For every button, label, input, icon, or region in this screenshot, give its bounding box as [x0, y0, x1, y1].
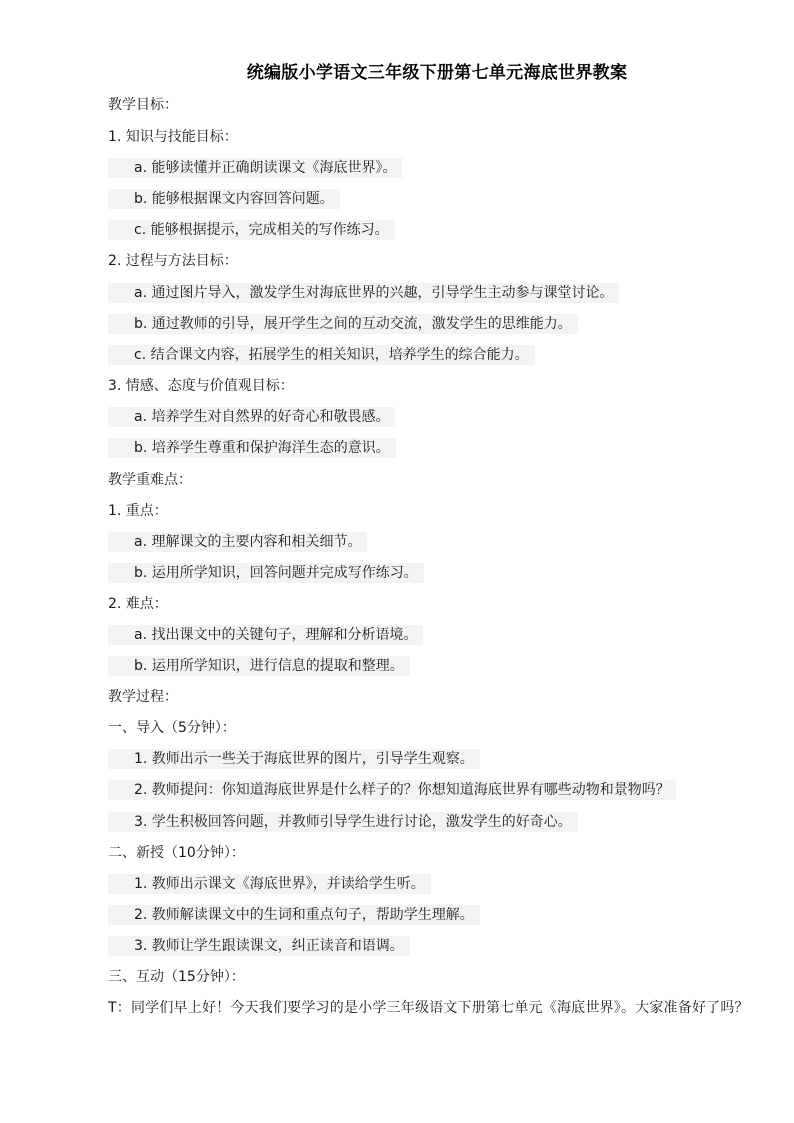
list-item: a. 培养学生对自然界的好奇心和敬畏感。	[108, 407, 395, 427]
list-item: c. 能够根据提示，完成相关的写作练习。	[108, 220, 395, 240]
difficulty-heading: 2. 难点：	[108, 596, 168, 612]
list-item: a. 通过图片导入，激发学生对海底世界的兴趣，引导学生主动参与课堂讨论。	[108, 283, 619, 303]
list-item: 2. 教师解读课文中的生词和重点句子，帮助学生理解。	[108, 905, 480, 925]
objective-heading-emotion: 3. 情感、态度与价值观目标：	[108, 378, 294, 394]
objective-heading-knowledge: 1. 知识与技能目标：	[108, 129, 238, 145]
list-item: b. 通过教师的引导，展开学生之间的互动交流，激发学生的思维能力。	[108, 314, 578, 334]
key-point-heading: 1. 重点：	[108, 503, 168, 519]
section-heading-process: 教学过程：	[108, 689, 178, 705]
list-item: 1. 教师出示一些关于海底世界的图片，引导学生观察。	[108, 749, 480, 769]
list-item: c. 结合课文内容，拓展学生的相关知识，培养学生的综合能力。	[108, 345, 535, 365]
list-item: 1. 教师出示课文《海底世界》，并读给学生听。	[108, 874, 431, 894]
list-item: b. 培养学生尊重和保护海洋生态的意识。	[108, 438, 396, 458]
list-item: a. 找出课文中的关键句子，理解和分析语境。	[108, 625, 423, 645]
step-heading-intro: 一、导入（5分钟）：	[108, 720, 236, 736]
dialogue-paragraph: T：同学们早上好！今天我们要学习的是小学三年级语文下册第七单元《海底世界》。大家准备好了吗？	[108, 1000, 749, 1016]
list-item: b. 能够根据课文内容回答问题。	[108, 189, 340, 209]
objective-heading-process: 2. 过程与方法目标：	[108, 253, 238, 269]
list-item: b. 运用所学知识，进行信息的提取和整理。	[108, 656, 410, 676]
list-item: 3. 教师让学生跟读课文，纠正读音和语调。	[108, 936, 410, 956]
list-item: b. 运用所学知识，回答问题并完成写作练习。	[108, 563, 424, 583]
list-item: a. 能够读懂并正确朗读课文《海底世界》。	[108, 158, 402, 178]
list-item: 2. 教师提问：你知道海底世界是什么样子的？你想知道海底世界有哪些动物和景物吗？	[108, 780, 676, 800]
section-heading-objectives: 教学目标：	[108, 97, 178, 113]
step-heading-interaction: 三、互动（15分钟）：	[108, 969, 245, 985]
list-item: 3. 学生积极回答问题，并教师引导学生进行讨论，激发学生的好奇心。	[108, 812, 578, 832]
list-item: a. 理解课文的主要内容和相关细节。	[108, 532, 367, 552]
step-heading-new-lesson: 二、新授（10分钟）：	[108, 845, 245, 861]
document-title: 统编版小学语文三年级下册第七单元海底世界教案	[246, 63, 628, 83]
section-heading-key-points: 教学重难点：	[108, 472, 192, 488]
